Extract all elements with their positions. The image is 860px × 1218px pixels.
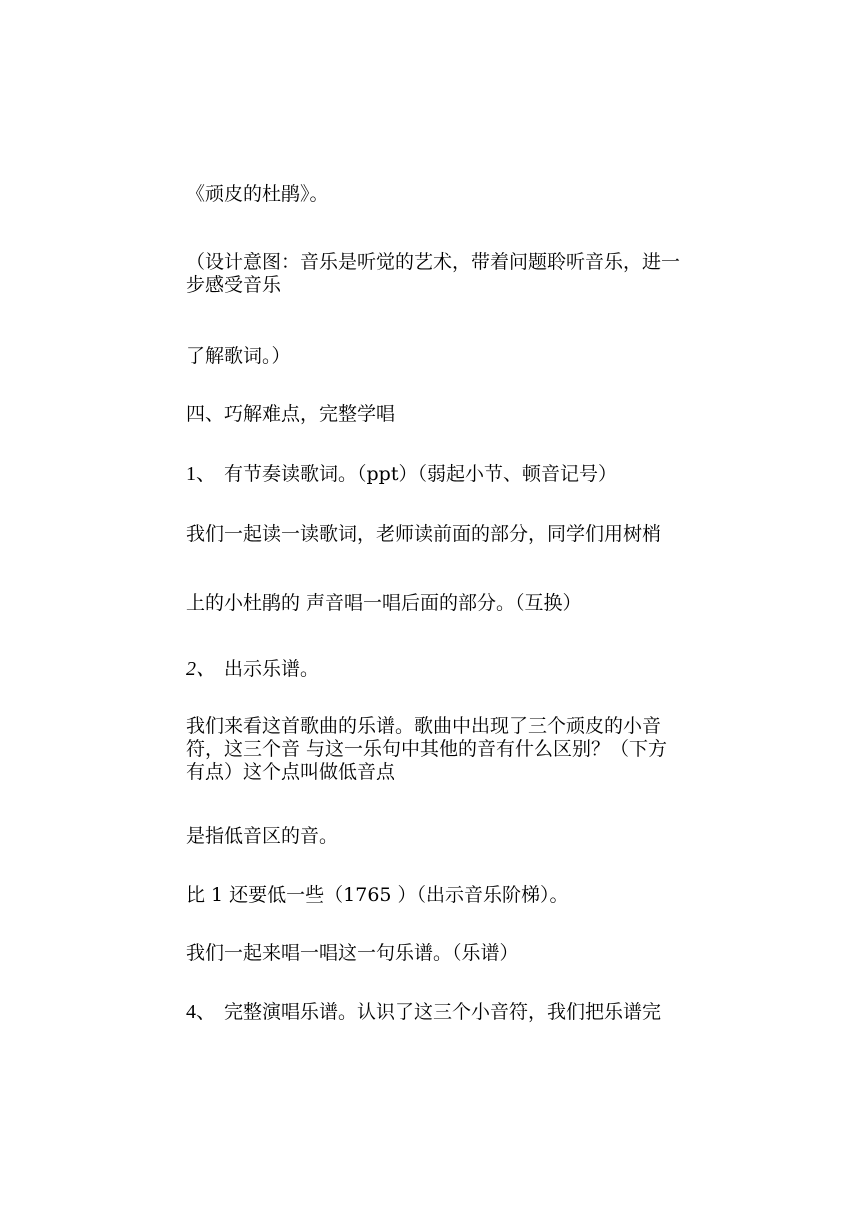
step-1-paragraph: 我们一起读一读歌词，老师读前面的部分，同学们用树梢 (186, 523, 662, 545)
step-4 (186, 1001, 686, 1024)
sing-together-line: 我们一起来唱一唱这一句乐谱。（乐谱） (186, 942, 519, 964)
low-note-explanation: 是指低音区的音。 (186, 825, 339, 847)
step-text: 完整演唱乐谱。认识了这三个小音符，我们把乐谱完 (224, 1001, 662, 1023)
step-number: 4、 (186, 1001, 216, 1023)
step-1-paragraph-continued: 上的小杜鹃的 声音唱一唱后面的部分。（互换） (186, 592, 582, 614)
step-number: 2、 (186, 658, 216, 680)
step-number: 1、 (186, 463, 216, 485)
song-title-line: 《顽皮的杜鹃》。 (186, 183, 329, 205)
design-intent-paragraph: （设计意图：音乐是听觉的艺术，带着问题聆听音乐，进一步感受音乐 (186, 251, 681, 296)
score-paragraph: 我们来看这首歌曲的乐谱。歌曲中出现了三个顽皮的小音符，这三个音 与这一乐句中其他的音有什么区别？（下方有点）这个点叫做低音点 (186, 715, 668, 783)
section-heading: 四、巧解难点，完整学唱 (186, 403, 396, 425)
design-intent-continued: 了解歌词。） (186, 345, 291, 367)
step-text: 出示乐谱。 (224, 658, 320, 680)
step-1 (186, 463, 686, 486)
step-text: 有节奏读歌词。（ppt）（弱起小节、顿音记号） (224, 463, 617, 485)
lower-than-one-line: 比 1 还要低一些（1765 ）（出示音乐阶梯）。 (186, 884, 569, 906)
step-2 (186, 658, 686, 681)
